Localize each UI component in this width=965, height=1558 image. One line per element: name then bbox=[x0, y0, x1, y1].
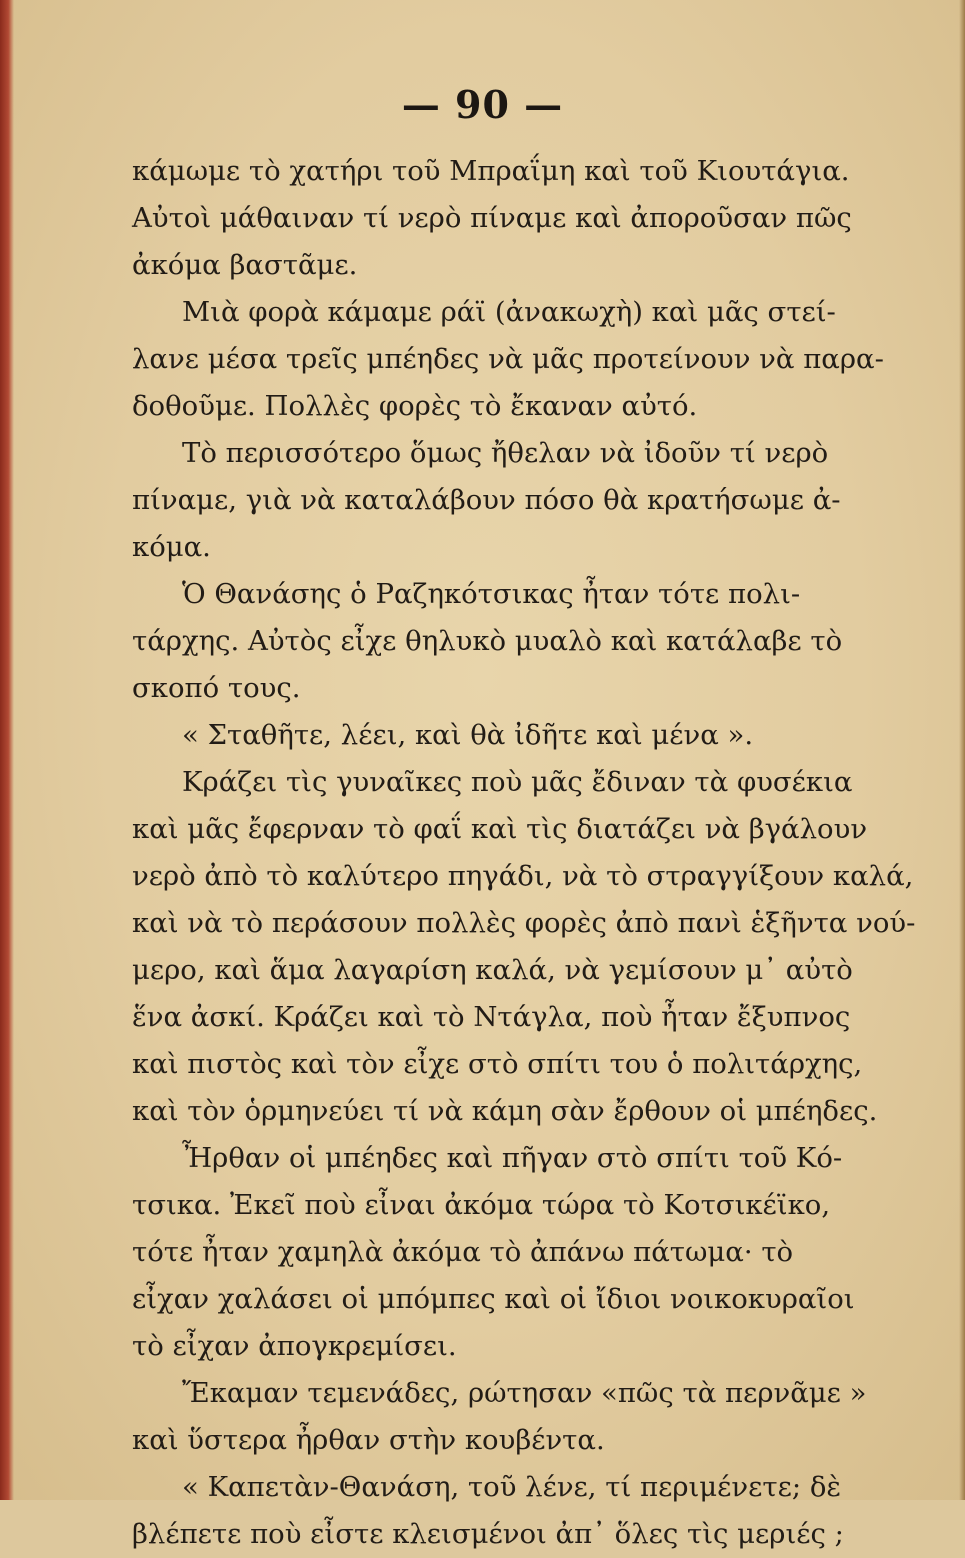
text-line: λανε μέσα τρεῖς μπέηδες νὰ μᾶς προτείνουν νὰ παρα- bbox=[132, 343, 884, 375]
text-line: Κράζει τὶς γυναῖκες ποὺ μᾶς ἔδιναν τὰ φυσέκια bbox=[182, 766, 853, 798]
text-line: καὶ νὰ τὸ περάσουν πολλὲς φορὲς ἀπὸ πανὶ ἑξῆντα νού- bbox=[132, 907, 916, 939]
text-line: μερο, καὶ ἅμα λαγαρίση καλά, νὰ γεμίσουν μ᾽ αὐτὸ bbox=[132, 954, 853, 986]
page-edge-right bbox=[959, 0, 965, 1500]
text-line: Τὸ περισσότερο ὅμως ἤθελαν νὰ ἰδοῦν τί νερὸ bbox=[182, 437, 829, 469]
text-line: νερὸ ἀπὸ τὸ καλύτερο πηγάδι, νὰ τὸ στραγγίξουν καλά, bbox=[132, 860, 914, 892]
text-line: σκοπό τους. bbox=[132, 672, 301, 704]
text-line: καὶ τὸν ὁρμηνεύει τί νὰ κάμη σὰν ἔρθουν οἱ μπέηδες. bbox=[132, 1095, 878, 1127]
text-line: ἀκόμα βαστᾶμε. bbox=[132, 249, 358, 281]
text-line: κάμωμε τὸ χατήρι τοῦ Μπραΐμη καὶ τοῦ Κιουτάγια. bbox=[132, 155, 850, 187]
text-line: « Καπετὰν-Θανάση, τοῦ λένε, τί περιμένετε; δὲ bbox=[182, 1471, 842, 1503]
text-line: τὸ εἶχαν ἀπογκρεμίσει. bbox=[132, 1330, 457, 1362]
text-line: πίναμε, γιὰ νὰ καταλάβουν πόσο θὰ κρατήσωμε ἀ- bbox=[132, 484, 841, 516]
text-line: « Σταθῆτε, λέει, καὶ θὰ ἰδῆτε καὶ μένα ». bbox=[182, 719, 754, 751]
text-line: ἕνα ἀσκί. Κράζει καὶ τὸ Ντάγλα, ποὺ ἦταν ἔξυπνος bbox=[132, 1001, 851, 1033]
text-line: δοθοῦμε. Πολλὲς φορὲς τὸ ἔκαναν αὐτό. bbox=[132, 390, 698, 422]
text-line: κόμα. bbox=[132, 531, 211, 563]
text-line: καὶ ὕστερα ἦρθαν στὴν κουβέντα. bbox=[132, 1424, 605, 1456]
text-line: τσικα. Ἐκεῖ ποὺ εἶναι ἀκόμα τώρα τὸ Κοτσικέϊκο, bbox=[132, 1189, 831, 1221]
page-number: — 90 — bbox=[401, 82, 564, 127]
text-line: Ὁ Θανάσης ὁ Ραζηκότσικας ἦταν τότε πολι- bbox=[182, 578, 801, 610]
page-edge-left bbox=[0, 0, 14, 1500]
text-line: Μιὰ φορὰ κάμαμε ράϊ (ἀνακωχὴ) καὶ μᾶς στεί- bbox=[182, 296, 836, 328]
text-line: Αὐτοὶ μάθαιναν τί νερὸ πίναμε καὶ ἀποροῦσαν πῶς bbox=[132, 202, 852, 234]
text-line: εἶχαν χαλάσει οἱ μπόμπες καὶ οἱ ἴδιοι νοικοκυραῖοι bbox=[132, 1283, 855, 1315]
text-line: Ἦρθαν οἱ μπέηδες καὶ πῆγαν στὸ σπίτι τοῦ Κό- bbox=[182, 1142, 843, 1174]
text-line: τάρχης. Αὐτὸς εἶχε θηλυκὸ μυαλὸ καὶ κατάλαβε τὸ bbox=[132, 625, 843, 657]
text-line: καὶ μᾶς ἔφερναν τὸ φαΐ καὶ τὶς διατάζει νὰ βγάλουν bbox=[132, 813, 868, 845]
text-line: Ἔκαμαν τεμενάδες, ρώτησαν «πῶς τὰ περνᾶμε » bbox=[182, 1377, 867, 1409]
text-line: τότε ἦταν χαμηλὰ ἀκόμα τὸ ἀπάνω πάτωμα· τὸ bbox=[132, 1236, 794, 1268]
body-text bbox=[132, 148, 916, 1558]
text-line: βλέπετε ποὺ εἶστε κλεισμένοι ἀπ᾽ ὅλες τὶς μεριές ; bbox=[132, 1518, 844, 1550]
text-line: καὶ πιστὸς καὶ τὸν εἶχε στὸ σπίτι του ὁ πολιτάρχης, bbox=[132, 1048, 863, 1080]
